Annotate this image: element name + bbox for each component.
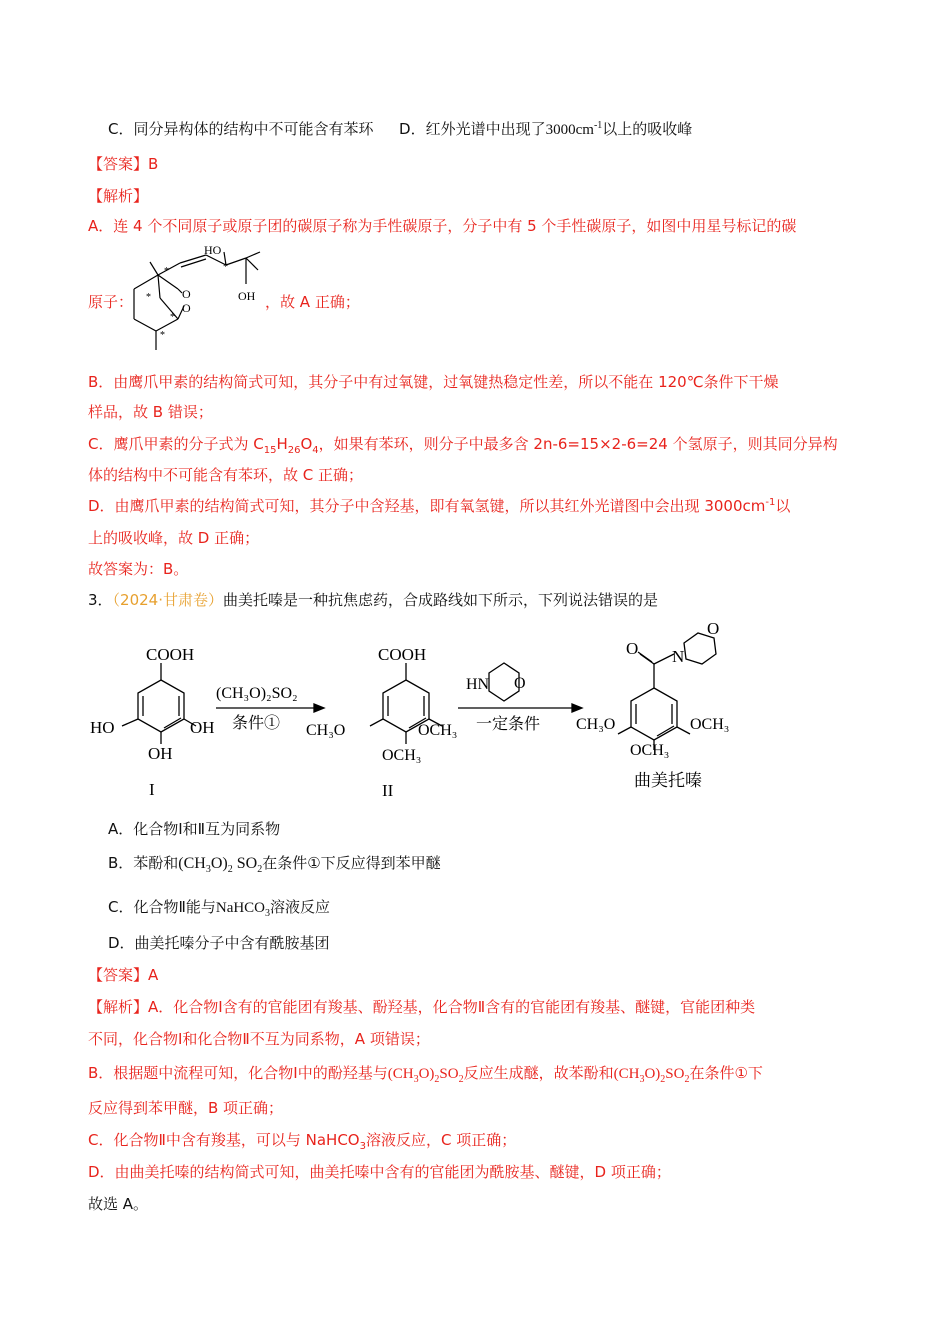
c1-label: I — [149, 780, 155, 799]
product-n: N — [672, 647, 685, 666]
q3-option-a: A．化合物Ⅰ和Ⅱ互为同系物 — [108, 820, 281, 838]
q2-analysis-d-line2: 上的吸收峰，故 D 正确； — [88, 529, 260, 547]
q3-analysis-d: D．由曲美托嗪的结构简式可知，曲美托嗪中含有的官能团为酰胺基、醚键，D 项正确； — [88, 1163, 671, 1181]
mol-oh-top: HO — [204, 243, 222, 257]
q2-option-c: C．同分异构体的结构中不可能含有苯环 — [108, 120, 374, 138]
q3-analysis-c: C．化合物Ⅱ中含有羧基，可以与 NaHCO$_3$溶液反应，C 项正确； — [88, 1131, 517, 1152]
q3-analysis-b-line2: 反应得到苯甲醚，B 项正确； — [88, 1099, 284, 1117]
q3-option-d: D．曲美托嗪分子中含有酰胺基团 — [108, 934, 330, 952]
q3-source: （2024·甘肃卷） — [112, 591, 223, 609]
c2-ome-right: OCH₃ — [418, 722, 458, 739]
product-ome-bottom: OCH₃ — [630, 742, 670, 759]
reagent-1: (CH₃O)₂SO₂ — [216, 685, 298, 702]
chiral-star-2: * — [146, 292, 151, 303]
c2-cooh: COOH — [378, 645, 427, 664]
q2-analysis-d-line1: D．由鹰爪甲素的结构简式可知，其分子中含羟基，即有氧氢键，所以其红外光谱图中会出现 $3000cm^{-1}$以 — [88, 497, 791, 515]
q3-analysis-a-line1: 【解析】A．化合物Ⅰ含有的官能团有羧基、酚羟基，化合物Ⅱ含有的官能团有羧基、醚键，官能团种类 — [88, 998, 756, 1016]
chiral-star-4: * — [160, 330, 165, 341]
q2-analysis-b-line1: B．由鹰爪甲素的结构简式可知，其分子中有过氧键，过氧键热稳定性差，所以不能在 120℃条件下干燥 — [88, 373, 779, 391]
c1-oh-bottom: OH — [148, 744, 173, 763]
condition-2: 一定条件 — [476, 716, 541, 733]
q2-option-d: D．红外光谱中出现了$3000cm^{-1}$以上的吸收峰 — [399, 120, 693, 138]
chiral-star-3: * — [170, 312, 175, 323]
q2-analysis-c-line1: C．鹰爪甲素的分子式为 $C_{15}H_{26}O_4$，如果有苯环，则分子中最多含 2n-6=15×2-6=24 个氢原子，则其同分异构 — [88, 435, 838, 456]
morpholine-o: O — [514, 675, 526, 692]
product-label: 曲美托嗪 — [634, 771, 702, 791]
product-carbonyl-o: O — [626, 639, 639, 658]
q3-option-c: C．化合物Ⅱ能与NaHCO$_3$溶液反应 — [108, 898, 331, 919]
q3-analysis-a-line2: 不同，化合物Ⅰ和化合物Ⅱ不互为同系物，A 项错误； — [88, 1030, 430, 1048]
q2-answer: 【答案】B — [88, 155, 159, 173]
mol-o1: O — [182, 287, 191, 301]
q3-stem — [88, 589, 658, 611]
mol-oh-bottom: OH — [238, 289, 256, 303]
condition-1: 条件① — [232, 715, 281, 732]
c1-oh-right: OH — [190, 718, 215, 737]
q3-analysis-b-line1: B．根据题中流程可知，化合物Ⅰ中的酚羟基与$(CH_3O)_2SO_2$反应生成醚，故苯酚和$(CH_3O)_2SO_2$在条件①下 — [88, 1064, 763, 1085]
mol-o2: O — [182, 301, 191, 315]
synthesis-scheme — [86, 618, 766, 808]
yingzhao-structure — [120, 240, 280, 358]
product-ome-left: CH₃O — [576, 716, 616, 733]
q3-stem-text: 曲美托嗪是一种抗焦虑药，合成路线如下所示，下列说法错误的是 — [223, 591, 659, 609]
q3-answer: 【答案】A — [88, 966, 159, 984]
q2-option-c-d — [108, 118, 692, 141]
c1-ho-left: HO — [90, 718, 115, 737]
q3-conclusion: 故选 A。 — [88, 1195, 149, 1213]
q2-conclusion: 故答案为：B。 — [88, 560, 189, 578]
c2-label: II — [382, 781, 394, 800]
chiral-star-5: * — [223, 262, 228, 273]
q3-option-b: B．苯酚和$(CH_3O)_2$ $SO_2$在条件①下反应得到苯甲醚 — [108, 854, 441, 876]
c2-ome-left: CH₃O — [306, 722, 346, 739]
c1-cooh: COOH — [146, 645, 195, 664]
morpholine-hn: HN — [466, 676, 490, 693]
q2-analysis-a-line1: A．连 4 个不同原子或原子团的碳原子称为手性碳原子，分子中有 5 个手性碳原子，如图中用星号标记的碳 — [88, 217, 797, 235]
q2-analysis-a-line2: 原子： ，故 A 正确； — [88, 293, 360, 311]
c2-ome-bottom: OCH₃ — [382, 747, 422, 764]
q3-number: 3． — [88, 591, 113, 609]
product-ring-o: O — [707, 619, 720, 638]
q2-analysis-c-line2: 体的结构中不可能含有苯环，故 C 正确； — [88, 466, 364, 484]
q2-analysis-title: 【解析】 — [88, 187, 149, 205]
q2-analysis-b-line2: 样品，故 B 错误； — [88, 403, 213, 421]
chiral-star-1: * — [164, 266, 169, 277]
product-ome-right: OCH₃ — [690, 716, 730, 733]
